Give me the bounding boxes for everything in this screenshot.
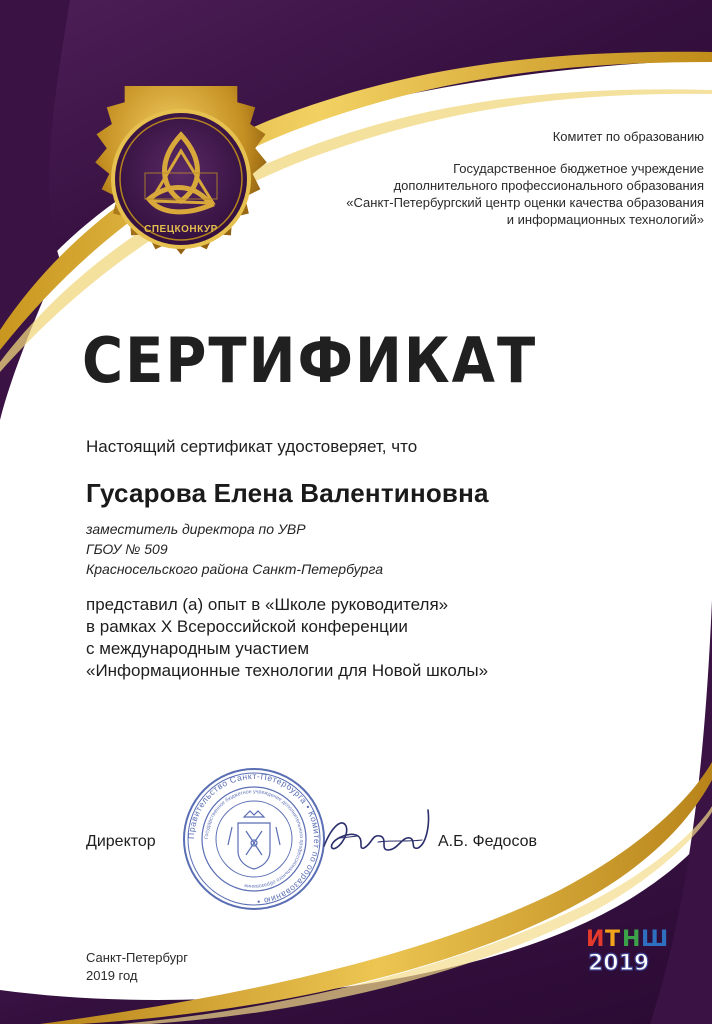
seal-inner-textpath: Государственное бюджетное учреждение дополнительного профессионального образования xyxy=(203,788,305,890)
itnsh-letter: Т xyxy=(605,927,621,952)
itnsh-2019-logo xyxy=(584,924,680,976)
recipient-position xyxy=(86,519,383,579)
position-line: Красносельского района Санкт-Петербурга xyxy=(86,561,383,577)
issuer-block xyxy=(244,128,704,228)
coat-of-arms-icon xyxy=(228,811,280,869)
itnsh-letter: Н xyxy=(622,927,641,952)
certificate-intro: Настоящий сертификат удостоверяет, что xyxy=(86,437,418,456)
seal-outer-textpath: Правительство Санкт-Петербурга • Комитет по образованию • xyxy=(185,770,323,907)
issuer-org-line: Государственное бюджетное учреждение xyxy=(453,161,704,176)
position-line: заместитель директора по УВР xyxy=(86,521,306,537)
achievement-line: «Информационные технологии для Новой школы» xyxy=(86,661,489,680)
official-seal xyxy=(180,765,328,913)
footer-city: Санкт-Петербург xyxy=(86,950,188,965)
achievement-line: представил (а) опыт в «Школе руководителя» xyxy=(86,595,449,614)
achievement-line: с международным участием xyxy=(86,639,310,658)
itnsh-letter: Ш xyxy=(641,927,669,952)
achievement-text xyxy=(86,594,488,682)
director-name: А.Б. Федосов xyxy=(438,833,538,850)
medal-label: СПЕЦКОНКУР xyxy=(144,224,218,235)
recipient-name: Гусарова Елена Валентиновна xyxy=(86,478,489,508)
issuer-org-line: и информационных технологий» xyxy=(506,212,704,227)
director-signature xyxy=(318,796,436,876)
director-label: Директор xyxy=(86,833,156,850)
issuer-committee: Комитет по образованию xyxy=(552,129,704,144)
itnsh-letter: И xyxy=(586,927,605,952)
footer-year: 2019 год xyxy=(86,968,138,983)
issuer-org-line: «Санкт-Петербургский центр оценки качества образования xyxy=(346,195,704,210)
seal-inner-text xyxy=(204,789,304,889)
certificate-title: СЕРТИФИКАТ xyxy=(82,325,538,398)
position-line: ГБОУ № 509 xyxy=(86,541,168,557)
itnsh-year: 2019 xyxy=(588,951,650,976)
footer-place-date xyxy=(86,949,188,985)
achievement-line: в рамках X Всероссийской конференции xyxy=(86,617,408,636)
issuer-org-line: дополнительного профессионального образования xyxy=(393,178,704,193)
